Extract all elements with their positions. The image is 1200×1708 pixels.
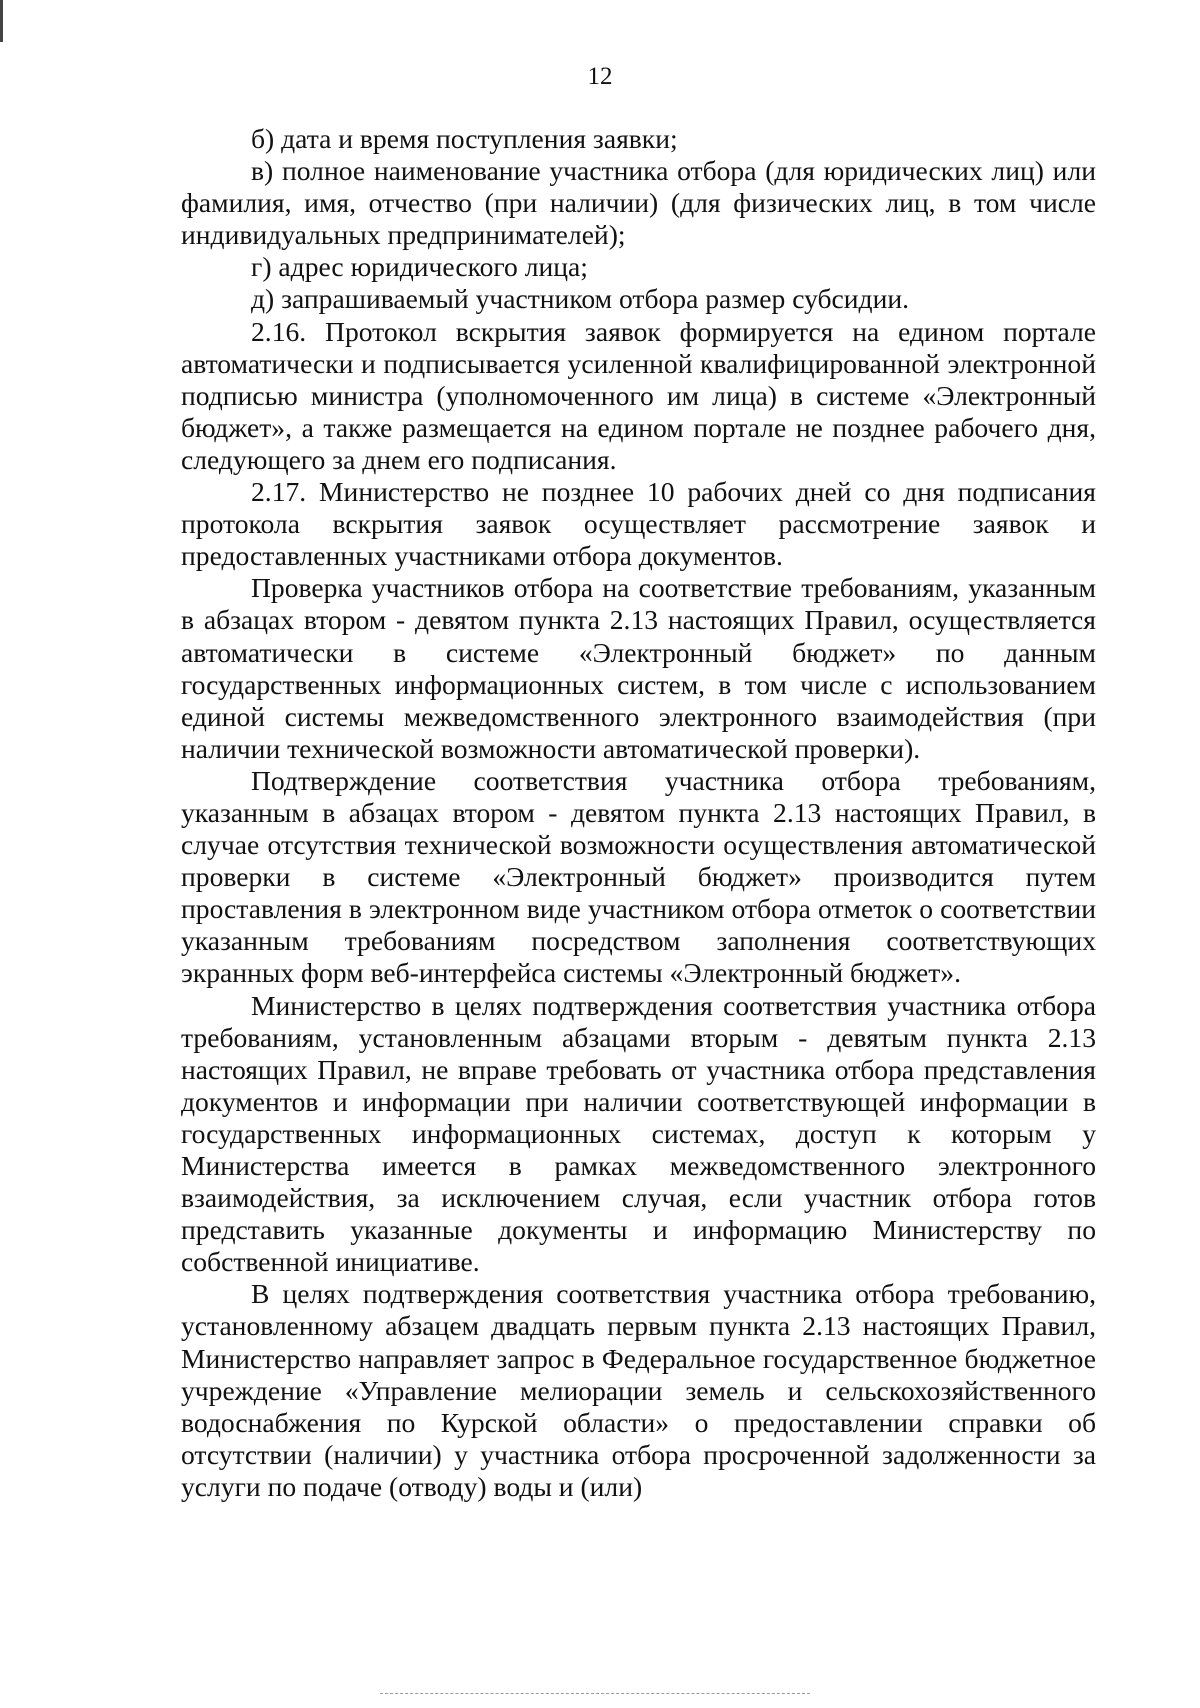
- paragraph-water-debt-request: В целях подтверждения соответствия участника отбора требованию, установленному абзацем двадцать первым пункта 2.13 настоящих Правил, Министерство направляет запрос в Федеральное государственное бюджетное учреждение «Управление мелиорации земель и сельскохозяйственного водоснабжения по Курской области» о предоставлении справки об отсутствии (наличии) у участника отбора просроченной задолженности за услуги по подаче (отводу) воды и (или): [181, 1278, 1096, 1502]
- paragraph-ministry-rights: Министерство в целях подтверждения соответствия участника отбора требованиям, установленным абзацами вторым - девятым пункта 2.13 настоящих Правил, не вправе требовать от участника отбора представления документов и информации при наличии соответствующей информации в государственных информационных системах, доступ к которым у Министерства имеется в рамках межведомственного электронного взаимодействия, за исключением случая, если участник отбора готов представить указанные документы и информацию Министерству по собственной инициативе.: [181, 989, 1096, 1278]
- paragraph-automatic-check: Проверка участников отбора на соответствие требованиям, указанным в абзацах втором - девятом пункта 2.13 настоящих Правил, осуществляется автоматически в системе «Электронный бюджет» по данным государственных информационных систем, в том числе с использованием единой системы межведомственного электронного взаимодействия (при наличии технической возможности автоматической проверки).: [181, 572, 1096, 764]
- list-item-v: в) полное наименование участника отбора (для юридических лиц) или фамилия, имя, отчество (при наличии) (для физических лиц, в том числе индивидуальных предпринимателей);: [181, 155, 1096, 251]
- page-number: 12: [587, 63, 613, 90]
- list-item-b: б) дата и время поступления заявки;: [251, 123, 678, 154]
- scan-bottom-line: [380, 1693, 810, 1694]
- scan-edge-mark: [0, 0, 3, 42]
- clause-2-16: 2.16. Протокол вскрытия заявок формируется на едином портале автоматически и подписывается усиленной квалифицированной электронной подписью министра (уполномоченного им лица) в системе «Электронный бюджет», а также размещается на едином портале не позднее рабочего дня, следующего за днем его подписания.: [181, 315, 1096, 475]
- list-item-g: г) адрес юридического лица;: [251, 251, 588, 283]
- list-item-d: д) запрашиваемый участником отбора размер субсидии.: [251, 283, 910, 315]
- clause-2-17: 2.17. Министерство не позднее 10 рабочих дней со дня подписания протокола вскрытия заявок осуществляет рассмотрение заявок и предоставленных участниками отбора документов.: [181, 476, 1096, 572]
- document-body: [181, 123, 1096, 1503]
- paragraph-confirmation: Подтверждение соответствия участника отбора требованиям, указанным в абзацах втором - девятом пункта 2.13 настоящих Правил, в случае отсутствия технической возможности осуществления автоматической проверки в системе «Электронный бюджет» производится путем проставления в электронном виде участником отбора отметок о соответствии указанным требованиям посредством заполнения соответствующих экранных форм веб-интерфейса системы «Электронный бюджет».: [181, 764, 1096, 989]
